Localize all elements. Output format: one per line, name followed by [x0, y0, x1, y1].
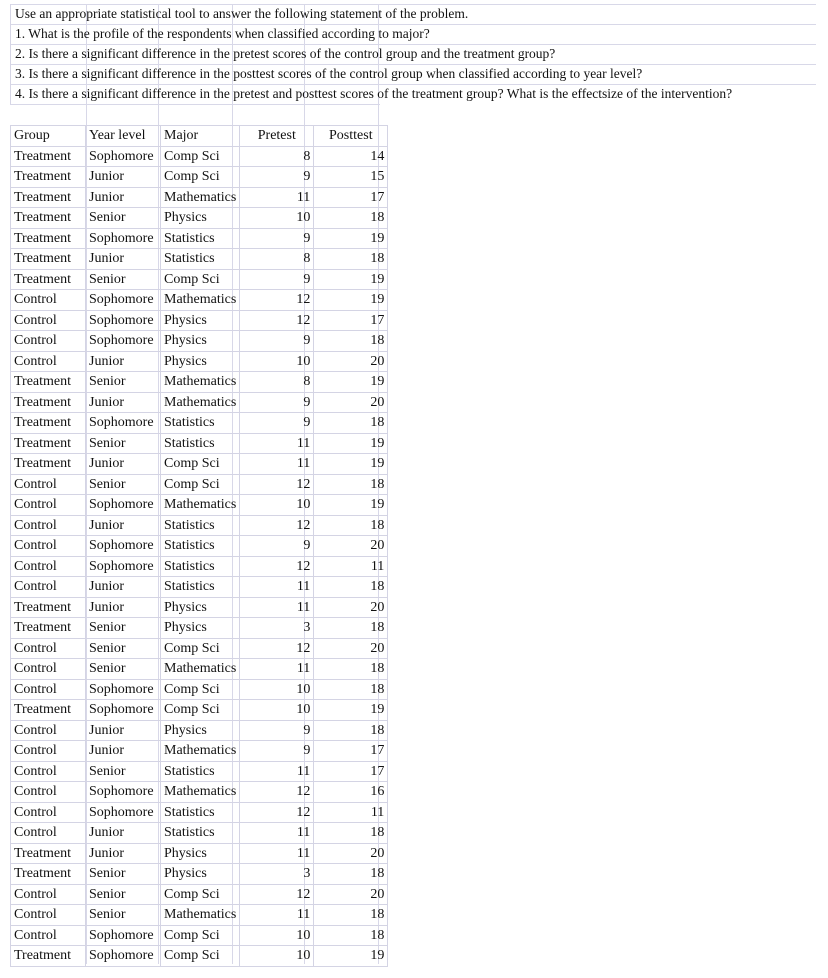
- cell-major: Physics: [161, 720, 240, 741]
- cell-major: Physics: [161, 843, 240, 864]
- cell-posttest: 20: [314, 597, 388, 618]
- cell-year-level: Sophomore: [86, 228, 161, 249]
- cell-group: Control: [11, 884, 86, 905]
- cell-group: Control: [11, 679, 86, 700]
- header-pretest: Pretest: [240, 126, 314, 147]
- cell-posttest: 19: [314, 290, 388, 311]
- cell-major: Mathematics: [161, 659, 240, 680]
- table-row: [11, 331, 388, 352]
- cell-major: Comp Sci: [161, 638, 240, 659]
- cell-pretest: 8: [240, 249, 314, 270]
- cell-major: Physics: [161, 618, 240, 639]
- cell-year-level: Junior: [86, 351, 161, 372]
- cell-group: Treatment: [11, 249, 86, 270]
- cell-pretest: 11: [240, 433, 314, 454]
- cell-year-level: Junior: [86, 187, 161, 208]
- cell-group: Treatment: [11, 392, 86, 413]
- cell-year-level: Sophomore: [86, 700, 161, 721]
- cell-group: Control: [11, 515, 86, 536]
- cell-posttest: 20: [314, 638, 388, 659]
- cell-major: Comp Sci: [161, 454, 240, 475]
- cell-group: Control: [11, 351, 86, 372]
- cell-pretest: 9: [240, 167, 314, 188]
- cell-major: Mathematics: [161, 782, 240, 803]
- cell-major: Statistics: [161, 823, 240, 844]
- grid-line: [10, 104, 380, 105]
- table-row: [11, 536, 388, 557]
- cell-group: Treatment: [11, 597, 86, 618]
- data-table: [10, 125, 388, 967]
- cell-year-level: Junior: [86, 392, 161, 413]
- cell-pretest: 12: [240, 556, 314, 577]
- cell-year-level: Senior: [86, 884, 161, 905]
- cell-year-level: Sophomore: [86, 782, 161, 803]
- cell-pretest: 9: [240, 392, 314, 413]
- cell-major: Statistics: [161, 249, 240, 270]
- cell-group: Treatment: [11, 454, 86, 475]
- cell-group: Control: [11, 556, 86, 577]
- cell-posttest: 18: [314, 659, 388, 680]
- cell-posttest: 18: [314, 577, 388, 598]
- cell-group: Treatment: [11, 413, 86, 434]
- table-row: [11, 720, 388, 741]
- cell-group: Treatment: [11, 864, 86, 885]
- table-row: [11, 905, 388, 926]
- cell-pretest: 3: [240, 864, 314, 885]
- table-row: [11, 372, 388, 393]
- cell-year-level: Senior: [86, 638, 161, 659]
- cell-pretest: 12: [240, 884, 314, 905]
- cell-pretest: 12: [240, 638, 314, 659]
- table-row: [11, 659, 388, 680]
- table-row: [11, 679, 388, 700]
- cell-major: Statistics: [161, 577, 240, 598]
- cell-group: Treatment: [11, 433, 86, 454]
- cell-year-level: Junior: [86, 249, 161, 270]
- cell-pretest: 8: [240, 146, 314, 167]
- cell-pretest: 9: [240, 720, 314, 741]
- cell-major: Physics: [161, 864, 240, 885]
- cell-pretest: 10: [240, 925, 314, 946]
- cell-posttest: 17: [314, 761, 388, 782]
- cell-major: Comp Sci: [161, 884, 240, 905]
- cell-major: Comp Sci: [161, 925, 240, 946]
- cell-pretest: 9: [240, 269, 314, 290]
- cell-posttest: 17: [314, 187, 388, 208]
- cell-group: Control: [11, 741, 86, 762]
- cell-major: Statistics: [161, 556, 240, 577]
- cell-group: Treatment: [11, 843, 86, 864]
- cell-group: Treatment: [11, 946, 86, 967]
- question-4: 4. Is there a significant difference in the pretest and posttest scores of the treatment group? What is the effectsize of the intervention?: [10, 84, 732, 104]
- cell-posttest: 18: [314, 679, 388, 700]
- table-row: [11, 310, 388, 331]
- cell-pretest: 11: [240, 905, 314, 926]
- cell-posttest: 19: [314, 269, 388, 290]
- cell-posttest: 19: [314, 228, 388, 249]
- header-group: Group: [11, 126, 86, 147]
- cell-year-level: Senior: [86, 474, 161, 495]
- cell-pretest: 11: [240, 577, 314, 598]
- cell-posttest: 19: [314, 495, 388, 516]
- table-row: [11, 228, 388, 249]
- cell-group: Treatment: [11, 167, 86, 188]
- table-row: [11, 782, 388, 803]
- cell-group: Control: [11, 290, 86, 311]
- cell-group: Control: [11, 802, 86, 823]
- cell-group: Treatment: [11, 700, 86, 721]
- table-row: [11, 495, 388, 516]
- cell-pretest: 9: [240, 536, 314, 557]
- cell-posttest: 20: [314, 843, 388, 864]
- cell-major: Mathematics: [161, 372, 240, 393]
- cell-year-level: Junior: [86, 843, 161, 864]
- cell-major: Physics: [161, 351, 240, 372]
- cell-group: Control: [11, 925, 86, 946]
- cell-year-level: Senior: [86, 269, 161, 290]
- table-row: [11, 741, 388, 762]
- cell-posttest: 19: [314, 433, 388, 454]
- table-row: [11, 290, 388, 311]
- cell-major: Comp Sci: [161, 474, 240, 495]
- cell-posttest: 18: [314, 720, 388, 741]
- cell-pretest: 12: [240, 782, 314, 803]
- cell-posttest: 18: [314, 905, 388, 926]
- cell-year-level: Senior: [86, 659, 161, 680]
- cell-posttest: 18: [314, 515, 388, 536]
- cell-major: Statistics: [161, 536, 240, 557]
- cell-major: Comp Sci: [161, 167, 240, 188]
- table-row: [11, 208, 388, 229]
- cell-major: Physics: [161, 331, 240, 352]
- cell-major: Statistics: [161, 761, 240, 782]
- cell-year-level: Senior: [86, 372, 161, 393]
- cell-group: Control: [11, 577, 86, 598]
- cell-major: Mathematics: [161, 905, 240, 926]
- table-row: [11, 618, 388, 639]
- cell-posttest: 18: [314, 823, 388, 844]
- cell-year-level: Senior: [86, 905, 161, 926]
- table-row: [11, 823, 388, 844]
- instruction-intro: Use an appropriate statistical tool to answer the following statement of the problem.: [10, 4, 468, 24]
- cell-major: Statistics: [161, 228, 240, 249]
- cell-pretest: 9: [240, 741, 314, 762]
- cell-group: Control: [11, 659, 86, 680]
- cell-major: Comp Sci: [161, 946, 240, 967]
- table-row: [11, 577, 388, 598]
- cell-group: Control: [11, 474, 86, 495]
- table-row: [11, 556, 388, 577]
- cell-group: Treatment: [11, 228, 86, 249]
- header-year-level: Year level: [86, 126, 161, 147]
- cell-major: Mathematics: [161, 187, 240, 208]
- cell-posttest: 11: [314, 556, 388, 577]
- cell-year-level: Sophomore: [86, 310, 161, 331]
- cell-pretest: 11: [240, 659, 314, 680]
- cell-group: Treatment: [11, 208, 86, 229]
- cell-posttest: 18: [314, 474, 388, 495]
- cell-posttest: 19: [314, 372, 388, 393]
- cell-posttest: 18: [314, 331, 388, 352]
- cell-major: Comp Sci: [161, 700, 240, 721]
- cell-group: Treatment: [11, 372, 86, 393]
- table-row: [11, 761, 388, 782]
- cell-year-level: Sophomore: [86, 802, 161, 823]
- cell-posttest: 20: [314, 351, 388, 372]
- table-row: [11, 433, 388, 454]
- cell-year-level: Sophomore: [86, 331, 161, 352]
- cell-year-level: Sophomore: [86, 679, 161, 700]
- cell-group: Control: [11, 331, 86, 352]
- cell-year-level: Junior: [86, 597, 161, 618]
- table-row: [11, 269, 388, 290]
- cell-year-level: Senior: [86, 208, 161, 229]
- table-row: [11, 864, 388, 885]
- table-row: [11, 146, 388, 167]
- table-row: [11, 474, 388, 495]
- question-2: 2. Is there a significant difference in the pretest scores of the control group and the treatment group?: [10, 44, 555, 64]
- cell-pretest: 11: [240, 843, 314, 864]
- cell-year-level: Sophomore: [86, 946, 161, 967]
- cell-pretest: 10: [240, 495, 314, 516]
- cell-pretest: 12: [240, 802, 314, 823]
- cell-pretest: 11: [240, 597, 314, 618]
- cell-major: Statistics: [161, 515, 240, 536]
- table-row: [11, 700, 388, 721]
- cell-pretest: 12: [240, 515, 314, 536]
- cell-year-level: Junior: [86, 741, 161, 762]
- cell-posttest: 19: [314, 454, 388, 475]
- cell-major: Comp Sci: [161, 679, 240, 700]
- cell-posttest: 18: [314, 925, 388, 946]
- cell-posttest: 18: [314, 864, 388, 885]
- cell-group: Treatment: [11, 146, 86, 167]
- cell-year-level: Senior: [86, 761, 161, 782]
- cell-year-level: Junior: [86, 720, 161, 741]
- cell-year-level: Senior: [86, 618, 161, 639]
- table-row: [11, 187, 388, 208]
- cell-major: Mathematics: [161, 290, 240, 311]
- cell-group: Treatment: [11, 269, 86, 290]
- table-row: [11, 167, 388, 188]
- cell-year-level: Sophomore: [86, 290, 161, 311]
- cell-year-level: Sophomore: [86, 556, 161, 577]
- cell-group: Control: [11, 823, 86, 844]
- table-row: [11, 946, 388, 967]
- cell-year-level: Sophomore: [86, 146, 161, 167]
- cell-pretest: 9: [240, 331, 314, 352]
- table-header-row: [11, 126, 388, 147]
- cell-pretest: 12: [240, 290, 314, 311]
- table-row: [11, 351, 388, 372]
- cell-year-level: Senior: [86, 864, 161, 885]
- cell-pretest: 10: [240, 208, 314, 229]
- cell-posttest: 17: [314, 741, 388, 762]
- cell-group: Control: [11, 495, 86, 516]
- cell-year-level: Junior: [86, 167, 161, 188]
- question-1: 1. What is the profile of the respondents when classified according to major?: [10, 24, 430, 44]
- cell-pretest: 11: [240, 761, 314, 782]
- cell-pretest: 8: [240, 372, 314, 393]
- cell-year-level: Sophomore: [86, 536, 161, 557]
- cell-posttest: 19: [314, 700, 388, 721]
- cell-posttest: 14: [314, 146, 388, 167]
- table-row: [11, 413, 388, 434]
- header-posttest: Posttest: [314, 126, 388, 147]
- cell-pretest: 12: [240, 310, 314, 331]
- cell-major: Comp Sci: [161, 269, 240, 290]
- cell-year-level: Sophomore: [86, 925, 161, 946]
- cell-year-level: Junior: [86, 454, 161, 475]
- table-row: [11, 597, 388, 618]
- table-row: [11, 454, 388, 475]
- cell-posttest: 20: [314, 884, 388, 905]
- table-row: [11, 884, 388, 905]
- cell-year-level: Junior: [86, 515, 161, 536]
- cell-posttest: 18: [314, 249, 388, 270]
- cell-group: Control: [11, 638, 86, 659]
- cell-year-level: Junior: [86, 823, 161, 844]
- cell-pretest: 10: [240, 351, 314, 372]
- table-row: [11, 515, 388, 536]
- cell-posttest: 18: [314, 618, 388, 639]
- cell-group: Treatment: [11, 187, 86, 208]
- cell-major: Statistics: [161, 802, 240, 823]
- cell-pretest: 11: [240, 454, 314, 475]
- cell-group: Control: [11, 905, 86, 926]
- cell-group: Control: [11, 782, 86, 803]
- cell-major: Statistics: [161, 433, 240, 454]
- table-row: [11, 925, 388, 946]
- cell-year-level: Sophomore: [86, 413, 161, 434]
- cell-pretest: 10: [240, 946, 314, 967]
- table-row: [11, 802, 388, 823]
- cell-major: Mathematics: [161, 392, 240, 413]
- cell-group: Control: [11, 720, 86, 741]
- cell-pretest: 3: [240, 618, 314, 639]
- question-3: 3. Is there a significant difference in the posttest scores of the control group when classified according to year level?: [10, 64, 642, 84]
- cell-posttest: 20: [314, 392, 388, 413]
- cell-group: Control: [11, 536, 86, 557]
- cell-pretest: 10: [240, 700, 314, 721]
- cell-major: Mathematics: [161, 741, 240, 762]
- header-major: Major: [161, 126, 240, 147]
- cell-year-level: Sophomore: [86, 495, 161, 516]
- cell-group: Control: [11, 310, 86, 331]
- cell-pretest: 9: [240, 413, 314, 434]
- cell-posttest: 11: [314, 802, 388, 823]
- cell-year-level: Senior: [86, 433, 161, 454]
- cell-posttest: 15: [314, 167, 388, 188]
- cell-major: Physics: [161, 208, 240, 229]
- cell-year-level: Junior: [86, 577, 161, 598]
- cell-pretest: 12: [240, 474, 314, 495]
- cell-pretest: 11: [240, 187, 314, 208]
- cell-posttest: 20: [314, 536, 388, 557]
- cell-group: Control: [11, 761, 86, 782]
- cell-group: Treatment: [11, 618, 86, 639]
- cell-pretest: 9: [240, 228, 314, 249]
- cell-pretest: 11: [240, 823, 314, 844]
- table-row: [11, 638, 388, 659]
- cell-pretest: 10: [240, 679, 314, 700]
- cell-posttest: 16: [314, 782, 388, 803]
- cell-major: Physics: [161, 597, 240, 618]
- table-row: [11, 843, 388, 864]
- cell-posttest: 18: [314, 208, 388, 229]
- cell-posttest: 17: [314, 310, 388, 331]
- cell-posttest: 18: [314, 413, 388, 434]
- cell-major: Statistics: [161, 413, 240, 434]
- cell-major: Mathematics: [161, 495, 240, 516]
- cell-posttest: 19: [314, 946, 388, 967]
- cell-major: Comp Sci: [161, 146, 240, 167]
- table-row: [11, 392, 388, 413]
- table-row: [11, 249, 388, 270]
- cell-major: Physics: [161, 310, 240, 331]
